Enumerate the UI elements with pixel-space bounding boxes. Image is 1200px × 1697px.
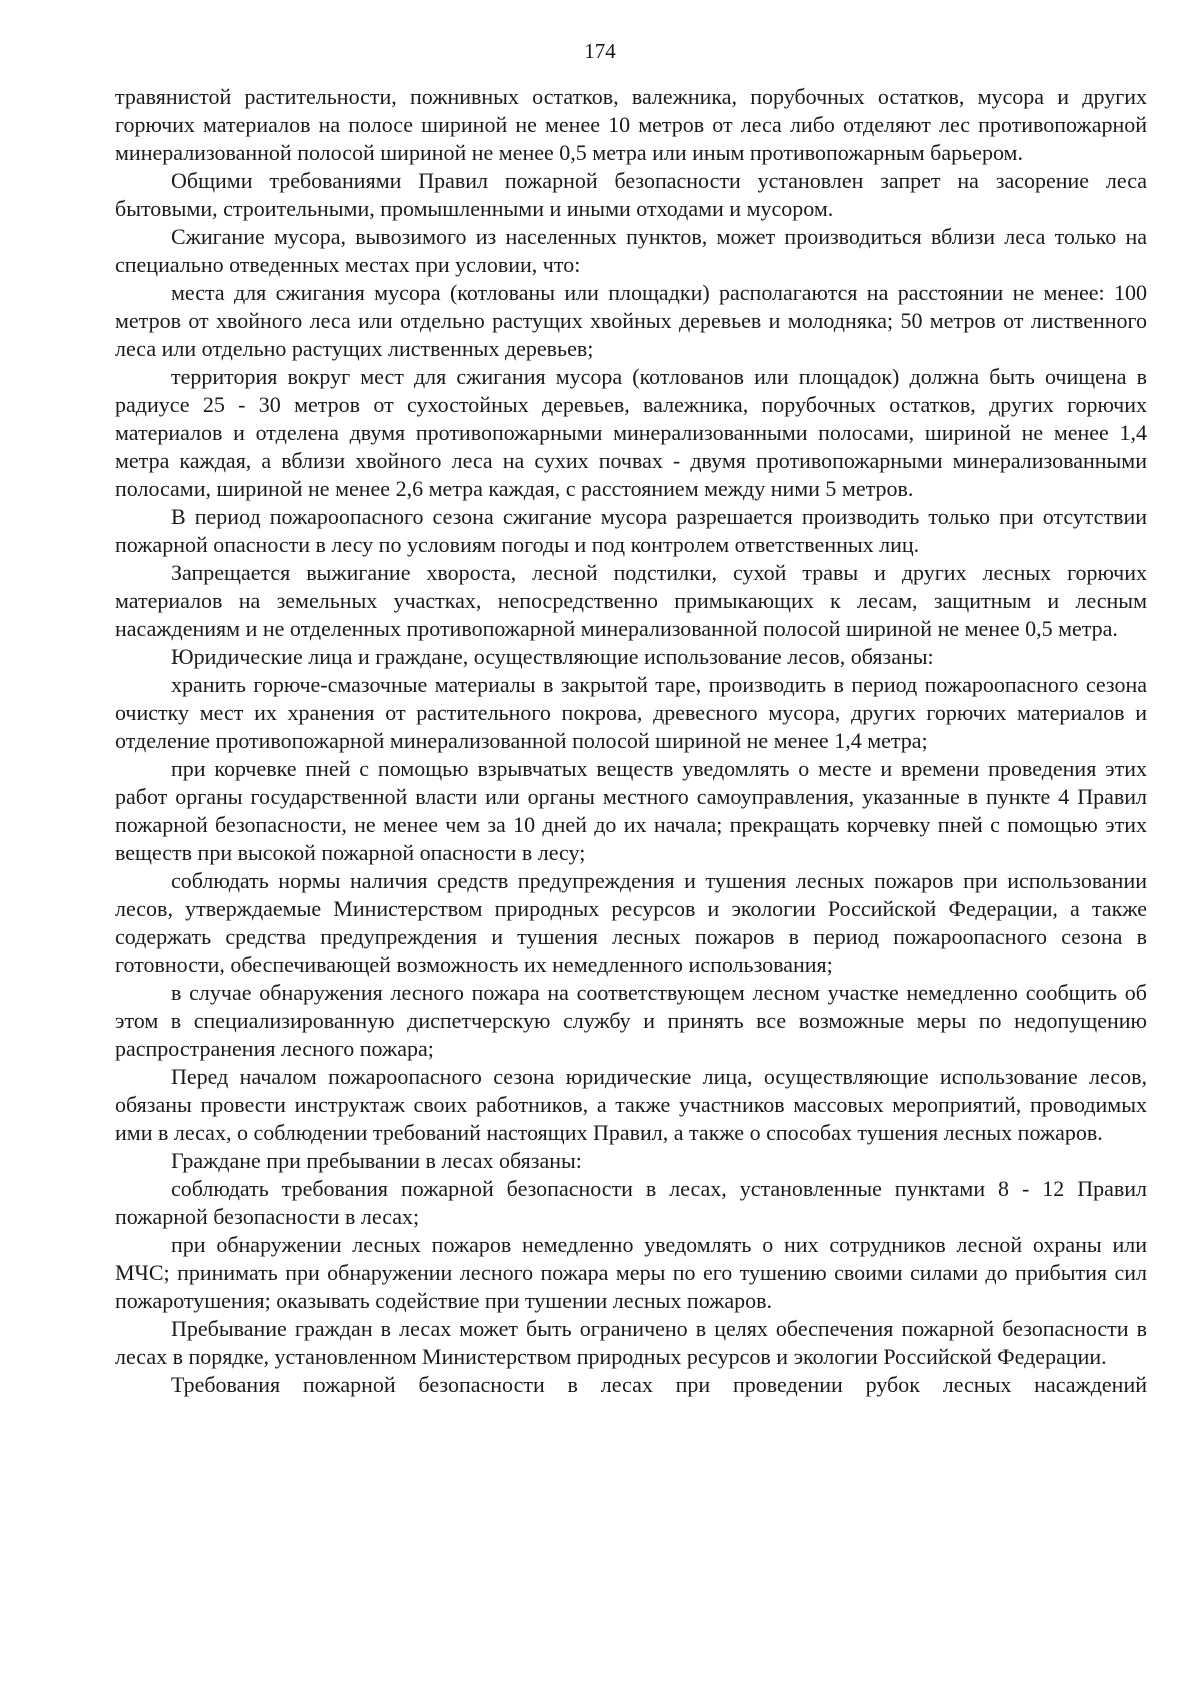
paragraph: Общими требованиями Правил пожарной безопасности установлен запрет на засорение леса бытовыми, строительными, промышленными и иными отходами и мусором.: [115, 168, 1147, 221]
paragraph: Запрещается выжигание хвороста, лесной подстилки, сухой травы и других лесных горючих материалов на земельных участках, непосредственно примыкающих к лесам, защитным и лесным насаждениям и не отделенных противопожарной минерализованной полосой шириной не менее 0,5 метра.: [115, 560, 1147, 641]
paragraph: в случае обнаружения лесного пожара на соответствующем лесном участке немедленно сообщить об этом в специализированную диспетчерскую службу и принять все возможные меры по недопущению распространения лесного пожара;: [115, 980, 1147, 1061]
document-body: [115, 83, 1147, 1399]
paragraph: Юридические лица и граждане, осуществляющие использование лесов, обязаны:: [171, 644, 934, 669]
paragraph: соблюдать требования пожарной безопасности в лесах, установленные пунктами 8 - 12 Правил пожарной безопасности в лесах;: [115, 1176, 1147, 1229]
paragraph: травянистой растительности, пожнивных остатков, валежника, порубочных остатков, мусора и других горючих материалов на полосе шириной не менее 10 метров от леса либо отделяют лес противопожарной минерализованной полосой шириной не менее 0,5 метра или иным противопожарным барьером.: [115, 84, 1147, 165]
paragraph: соблюдать нормы наличия средств предупреждения и тушения лесных пожаров при использовании лесов, утверждаемые Министерством природных ресурсов и экологии Российской Федерации, а также содержать средства предупреждения и тушения лесных пожаров в период пожароопасного сезона в готовности, обеспечивающей возможность их немедленного использования;: [115, 868, 1147, 977]
paragraph: Перед началом пожароопасного сезона юридические лица, осуществляющие использование лесов, обязаны провести инструктаж своих работников, а также участников массовых мероприятий, проводимых ими в лесах, о соблюдении требований настоящих Правил, а также о способах тушения лесных пожаров.: [115, 1064, 1147, 1145]
paragraph: при обнаружении лесных пожаров немедленно уведомлять о них сотрудников лесной охраны или МЧС; принимать при обнаружении лесного пожара меры по его тушению своими силами до прибытия сил пожаротушения; оказывать содействие при тушении лесных пожаров.: [115, 1232, 1147, 1313]
page-number: 174: [584, 39, 616, 63]
paragraph: Граждане при пребывании в лесах обязаны:: [171, 1148, 582, 1173]
paragraph: В период пожароопасного сезона сжигание мусора разрешается производить только при отсутствии пожарной опасности в лесу по условиям погоды и под контролем ответственных лиц.: [115, 504, 1147, 557]
paragraph: Требования пожарной безопасности в лесах при проведении рубок лесных насаждений: [171, 1372, 1147, 1397]
paragraph: Пребывание граждан в лесах может быть ограничено в целях обеспечения пожарной безопасности в лесах в порядке, установленном Министерством природных ресурсов и экологии Российской Федерации.: [115, 1316, 1147, 1369]
paragraph: хранить горюче-смазочные материалы в закрытой таре, производить в период пожароопасного сезона очистку мест их хранения от растительного покрова, древесного мусора, других горючих материалов и отделение противопожарной минерализованной полосой шириной не менее 1,4 метра;: [115, 672, 1147, 753]
paragraph: при корчевке пней с помощью взрывчатых веществ уведомлять о месте и времени проведения этих работ органы государственной власти или органы местного самоуправления, указанные в пункте 4 Правил пожарной безопасности, не менее чем за 10 дней до их начала; прекращать корчевку пней с помощью этих веществ при высокой пожарной опасности в лесу;: [115, 756, 1147, 865]
paragraph: Сжигание мусора, вывозимого из населенных пунктов, может производиться вблизи леса только на специально отведенных местах при условии, что:: [115, 224, 1147, 277]
paragraph: места для сжигания мусора (котлованы или площадки) располагаются на расстоянии не менее: 100 метров от хвойного леса или отдельно растущих хвойных деревьев и молодняка; 50 метров от лиственного леса или отдельно растущих лиственных деревьев;: [115, 280, 1147, 361]
paragraph: территория вокруг мест для сжигания мусора (котлованов или площадок) должна быть очищена в радиусе 25 - 30 метров от сухостойных деревьев, валежника, порубочных остатков, других горючих материалов и отделена двумя противопожарными минерализованными полосами, шириной не менее 1,4 метра каждая, а вблизи хвойного леса на сухих почвах - двумя противопожарными минерализованными полосами, шириной не менее 2,6 метра каждая, с расстоянием между ними 5 метров.: [115, 364, 1147, 501]
